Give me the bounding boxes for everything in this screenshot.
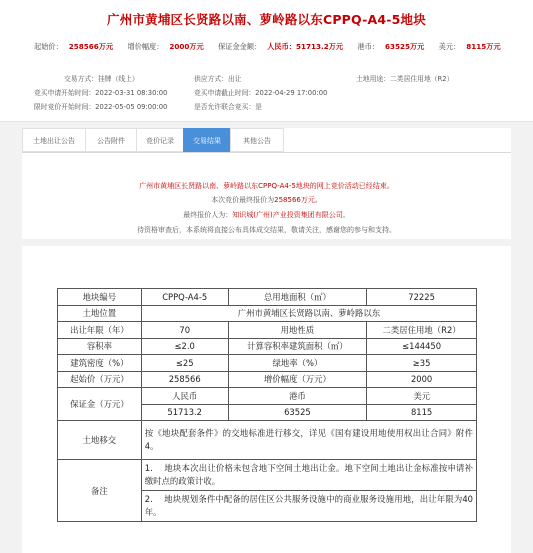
notice-line-4: 待资格审查后，本系统将直接公布具体成交结果，敬请关注，感谢您的参与和支持。 <box>137 226 396 234</box>
deposit-hkd: 港币： 63525万元 <box>357 42 425 51</box>
cell-value: ≤2.0 <box>141 338 228 355</box>
cell-label: 增价幅度（万元） <box>228 371 367 388</box>
cell-currency: 港币 <box>228 388 367 405</box>
land-info-table <box>57 288 477 522</box>
cell-label: 备注 <box>58 460 142 522</box>
tab-bid-records[interactable]: 竞价记录 <box>136 128 184 152</box>
tab-trade-result[interactable]: 交易结果 <box>183 128 231 152</box>
price-summary <box>34 42 513 52</box>
cell-value: 二类居住用地（R2） <box>367 322 477 339</box>
apply-end: 竞买申请截止时间：2022-04-29 17:00:00 <box>194 89 328 97</box>
cell-currency: 美元 <box>367 388 477 405</box>
cell-value: CPPQ-A4-5 <box>141 289 228 306</box>
cell-label: 总用地面积（㎡） <box>228 289 367 306</box>
cell-label: 起始价（万元） <box>58 371 142 388</box>
notice-line-2: 本次竞价最终报价为258566万元。 <box>211 196 322 204</box>
cell-value: ≤25 <box>141 355 228 372</box>
trade-method: 交易方式：挂牌（线上） <box>64 75 139 83</box>
start-price: 起始价： 258566万元 <box>34 42 114 51</box>
document-area <box>22 246 511 553</box>
header-panel <box>0 0 533 122</box>
land-use: 土地用途：二类居住用地（R2） <box>356 75 454 83</box>
bid-start: 限时竞价开始时间：2022-05-05 09:00:00 <box>34 103 168 111</box>
cell-label: 计算容积率建筑面积（㎡） <box>228 338 367 355</box>
cell-label: 容积率 <box>58 338 142 355</box>
cell-value: 按《地块配套条件》的交地标准进行移交，详见《国有建设用地使用权出让合同》附件4。 <box>141 421 476 460</box>
cell-value: ≤144450 <box>367 338 477 355</box>
cell-label: 土地位置 <box>58 305 142 322</box>
result-notice <box>22 153 511 239</box>
page-title: 广州市黄埔区长贤路以南、萝岭路以东CPPQ-A4-5地块 <box>107 12 426 27</box>
cell-value: 广州市黄埔区长贤路以南、萝岭路以东 <box>141 305 476 322</box>
cell-label: 建筑密度（%） <box>58 355 142 372</box>
notice-line-1: 广州市黄埔区长贤路以南、萝岭路以东CPPQ-A4-5地块的网上竞价活动已经结束。 <box>139 182 394 190</box>
cell-label: 出让年限（年） <box>58 322 142 339</box>
cell-label: 保证金（万元） <box>58 388 142 421</box>
joint-bid: 是否允许联合竞买：是 <box>194 103 262 111</box>
cell-value: 2000 <box>367 371 477 388</box>
cell-value: 51713.2 <box>141 404 228 421</box>
cell-value: 70 <box>141 322 228 339</box>
cell-value: 1. 地块本次出让价格未包含地下空间土地出让金。地下空间土地出让金标准按申请补缴时点的政策计收。 <box>141 460 476 491</box>
tab-announcement[interactable]: 土地出让公告 <box>22 128 86 152</box>
cell-value: 2. 地块规划条件中配备的居住区公共服务设施中的商业服务设施用地，出让年限为40年。 <box>141 491 476 522</box>
apply-start: 竞买申请开始时间：2022-03-31 08:30:00 <box>34 89 168 97</box>
cell-label: 土地移交 <box>58 421 142 460</box>
tab-attachments[interactable]: 公告附件 <box>85 128 137 152</box>
deposit-usd: 美元： 8115万元 <box>438 42 501 51</box>
cell-value: 72225 <box>367 289 477 306</box>
cell-value: ≥35 <box>367 355 477 372</box>
deposit: 保证金金额： 人民币：51713.2万元 <box>218 42 344 51</box>
cell-value: 258566 <box>141 371 228 388</box>
tab-bar <box>22 128 511 153</box>
cell-label: 绿地率（%） <box>228 355 367 372</box>
supply-method: 供应方式：出让 <box>194 75 242 83</box>
cell-currency: 人民币 <box>141 388 228 405</box>
increment: 增价幅度： 2000万元 <box>127 42 204 51</box>
cell-value: 8115 <box>367 404 477 421</box>
cell-label: 地块编号 <box>58 289 142 306</box>
notice-line-3: 最终报价人为：知识城(广州)产业投资集团有限公司。 <box>183 211 350 219</box>
cell-value: 63525 <box>228 404 367 421</box>
tab-other-notices[interactable]: 其他公告 <box>230 128 284 152</box>
cell-label: 用地性质 <box>228 322 367 339</box>
